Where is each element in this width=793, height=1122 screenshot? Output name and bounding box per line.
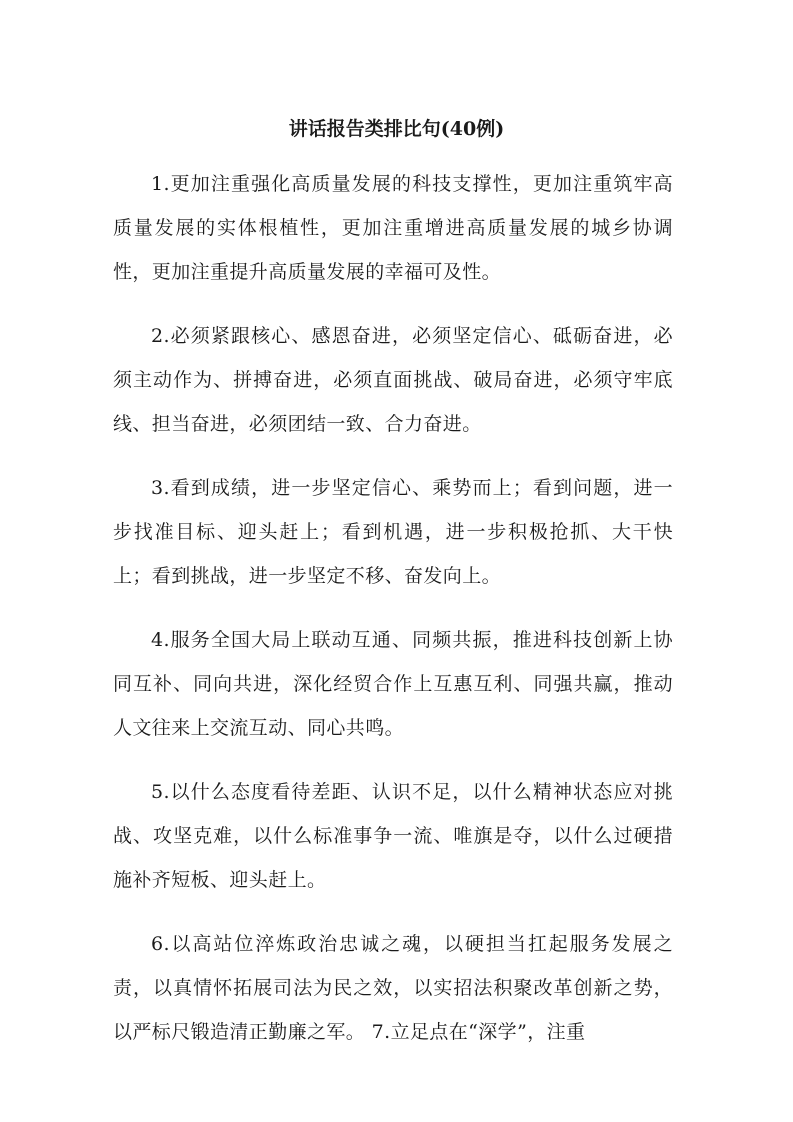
document-body — [113, 162, 673, 1074]
paragraph-2: 2.必须紧跟核心、感恩奋进，必须坚定信心、砥砺奋进，必须主动作为、拼搏奋进，必须直面挑战、破局奋进，必须守牢底线、担当奋进，必须团结一致、合力奋进。 — [113, 325, 673, 435]
paragraph-4: 4.服务全国大局上联动互通、同频共振，推进科技创新上协同互补、同向共进，深化经贸合作上互惠互利、同强共赢，推动人文往来上交流互动、同心共鸣。 — [113, 629, 673, 739]
document-title: 讲话报告类排比句(40例) — [288, 118, 505, 140]
paragraph-3: 3.看到成绩，进一步坚定信心、乘势而上；看到问题，进一步找准目标、迎头赶上；看到机遇，进一步积极抢抓、大干快上；看到挑战，进一步坚定不移、奋发向上。 — [113, 477, 673, 587]
paragraph-1: 1.更加注重强化高质量发展的科技支撑性，更加注重筑牢高质量发展的实体根植性，更加注重增进高质量发展的城乡协调性，更加注重提升高质量发展的幸福可及性。 — [113, 173, 673, 283]
paragraph-6: 6.以高站位淬炼政治忠诚之魂，以硬担当扛起服务发展之责，以真情怀拓展司法为民之效，以实招法积聚改革创新之势，以严标尺锻造清正勤廉之军。 7.立足点在“深学”，注重 — [113, 933, 673, 1043]
paragraph-5: 5.以什么态度看待差距、认识不足，以什么精神状态应对挑战、攻坚克难，以什么标准事争一流、唯旗是夺，以什么过硬措施补齐短板、迎头赶上。 — [113, 781, 673, 891]
